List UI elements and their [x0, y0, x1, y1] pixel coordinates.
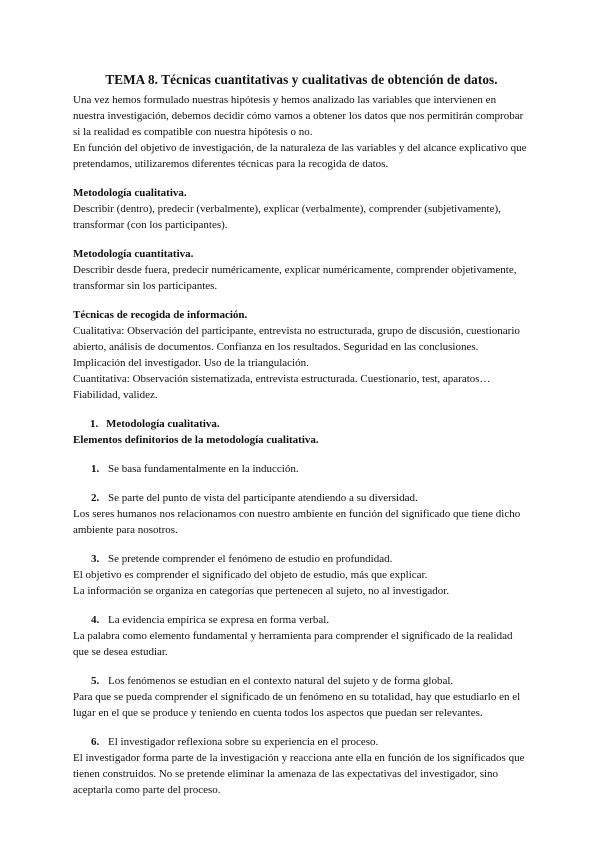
tecnicas-line: Fiabilidad, validez. — [73, 389, 158, 401]
item-number: 6. — [91, 736, 100, 748]
item-title: El investigador reflexiona sobre su experiencia en el proceso. — [108, 736, 379, 748]
cuantitativa-text: Describir desde fuera, predecir numéricamente, explicar numéricamente, comprender objetivamente, transformar sin los participantes. — [73, 264, 517, 292]
item-title: Se pretende comprender el fenómeno de estudio en profundidad. — [108, 553, 393, 565]
item-number: 5. — [91, 675, 100, 687]
item-title: Los fenómenos se estudian en el contexto natural del sujeto y de forma global. — [108, 675, 454, 687]
item-body: Para que se pueda comprender el significado de un fenómeno en su totalidad, hay que estudiarlo en el lugar en el que se produce y teniendo en cuenta todos los aspectos que puedan ser relevantes. — [73, 691, 521, 719]
item-title: La evidencia empírica se expresa en forma verbal. — [108, 614, 330, 626]
tecnicas-line: Cuantitativa: Observación sistematizada, entrevista estructurada. Cuestionario, test, aparatos… — [73, 373, 491, 385]
intro-paragraph-1: Una vez hemos formulado nuestras hipótesis y hemos analizado las variables que intervienen en nuestra investigación, debemos decidir cómo vamos a obtener los datos que nos permitirán comprobar si la realidad es compatible con nuestra hipótesis o no. — [73, 94, 524, 138]
item-body: Los seres humanos nos relacionamos con nuestro ambiente en función del significado que tiene dicho ambiente para nosotros. — [73, 508, 521, 536]
section-number: 1. — [90, 418, 99, 430]
list-item-2 — [73, 490, 530, 506]
item-number: 1. — [91, 463, 100, 475]
tecnicas-heading: Técnicas de recogida de información. — [73, 309, 248, 321]
section-heading — [73, 416, 530, 432]
tecnicas-line: Implicación del investigador. Uso de la triangulación. — [73, 357, 309, 369]
item-number: 3. — [91, 553, 100, 565]
item-number: 2. — [91, 492, 100, 504]
section-subheading: Elementos definitorios de la metodología cualitativa. — [73, 434, 319, 446]
item-title: Se parte del punto de vista del participante atendiendo a su diversidad. — [108, 492, 418, 504]
list-item-1 — [73, 461, 530, 477]
item-body: El investigador forma parte de la investigación y reacciona ante ella en función de los significados que tienen construidos. No se pretende eliminar la amenaza de las expectativas del investigador, sino aceptarla como parte del proceso. — [73, 752, 525, 796]
cualitativa-text: Describir (dentro), predecir (verbalmente), explicar (verbalmente), comprender (subjetivamente), transformar (con los participantes). — [73, 203, 501, 231]
page-title: TEMA 8. Técnicas cuantitativas y cualitativas de obtención de datos. — [105, 72, 498, 87]
item-body: El objetivo es comprender el significado del objeto de estudio, más que explicar. — [73, 569, 428, 581]
section-title: Metodología cualitativa. — [106, 418, 220, 430]
item-body: La información se organiza en categorías que pertenecen al sujeto, no al investigador. — [73, 585, 450, 597]
cuantitativa-heading: Metodología cuantitativa. — [73, 248, 194, 260]
list-item-4 — [73, 612, 530, 628]
list-item-5 — [73, 673, 530, 689]
item-number: 4. — [91, 614, 100, 626]
tecnicas-line: Cualitativa: Observación del participante, entrevista no estructurada, grupo de discusión, cuestionario abierto, análisis de documentos. Confianza en los resultados. Seguridad en las conclusiones. — [73, 325, 520, 353]
cualitativa-heading: Metodología cualitativa. — [73, 187, 187, 199]
item-title: Se basa fundamentalmente en la inducción. — [108, 463, 299, 475]
list-item-6 — [73, 734, 530, 750]
list-item-3 — [73, 551, 530, 567]
intro-paragraph-2: En función del objetivo de investigación, de la naturaleza de las variables y del alcance explicativo que pretendamos, utilizaremos diferentes técnicas para la recogida de datos. — [73, 142, 527, 170]
item-body: La palabra como elemento fundamental y herramienta para comprender el significado de la realidad que se desea estudiar. — [73, 630, 513, 658]
